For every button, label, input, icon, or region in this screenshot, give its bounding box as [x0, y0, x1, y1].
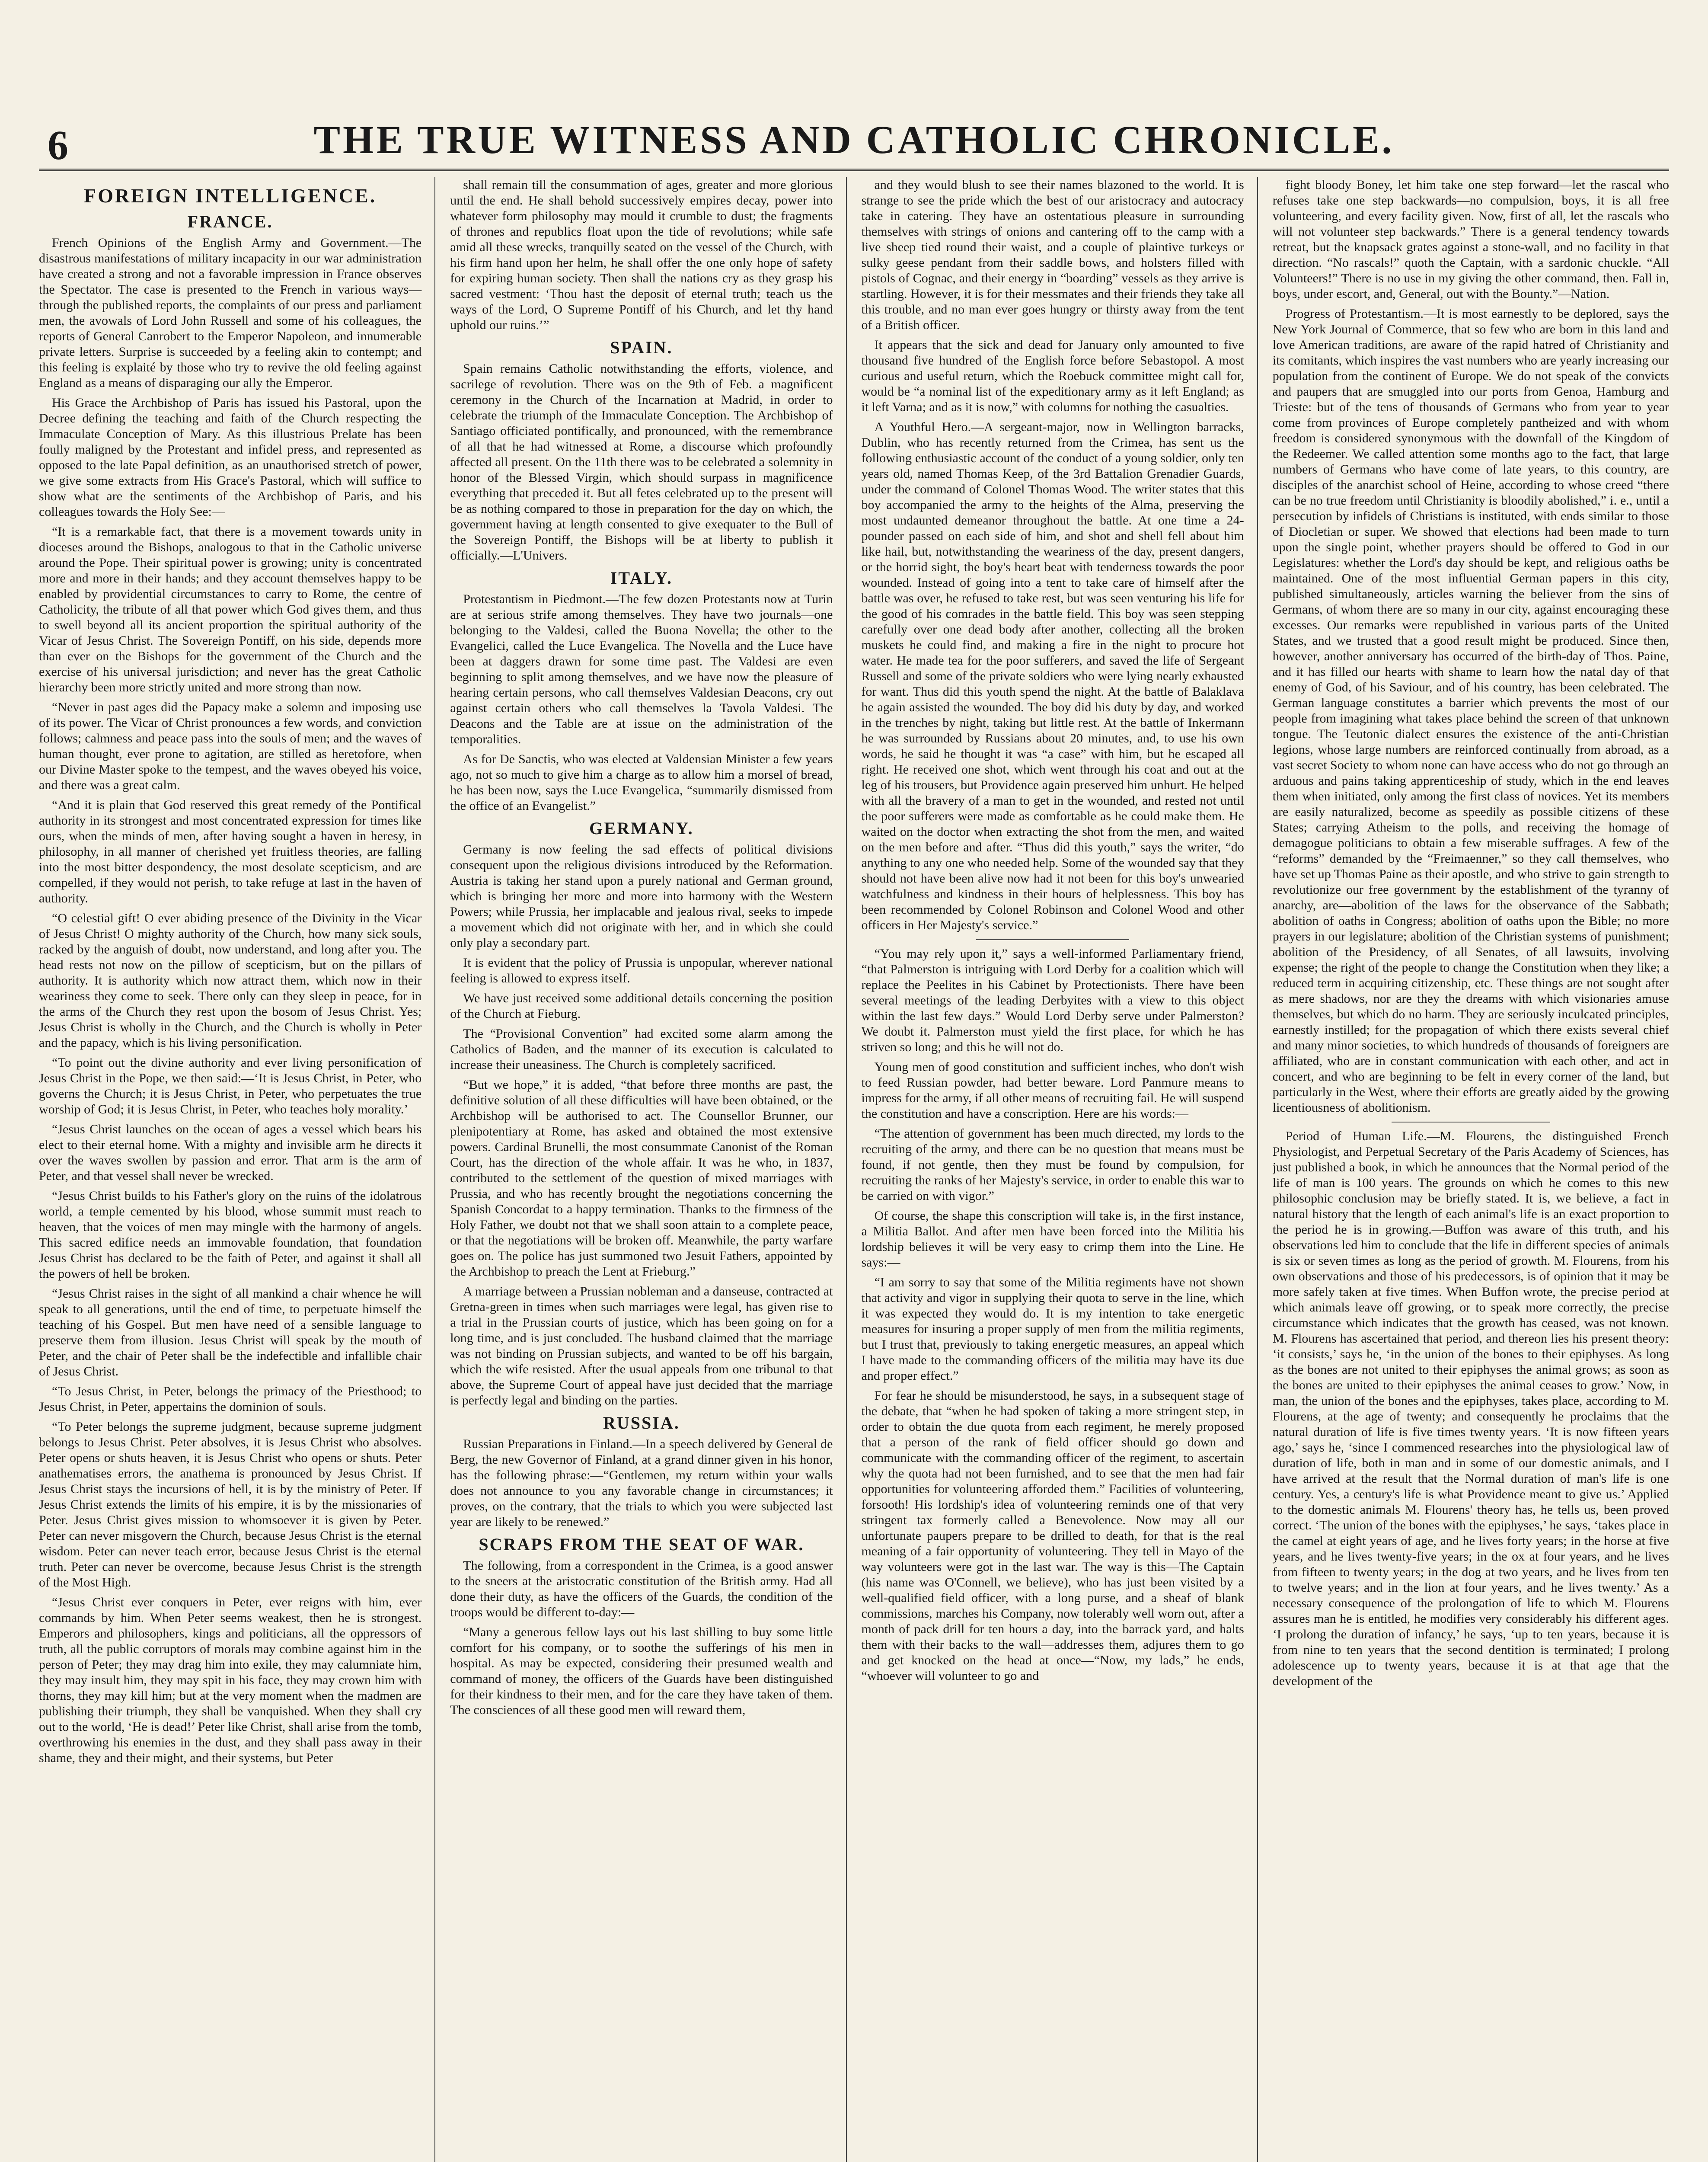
article-paragraph: Protestantism in Piedmont.—The few dozen Protestants now at Turin are at serious strife among themselves. They have two journals—one belonging to the Valdesi, called the Buona Novella; the other to the Evangelici, called the Luce Evangelica. The Novella and the Luce have been at daggers drawn for some time past. The Valdesi are even beginning to split among themselves, and we have now the pleasure of hearing certain persons, who call themselves Valdesian Deacons, cry out against certain others who call themselves la Tavola Valdesi. The Deacons and the Table are at issue on the administration of the temporalities.: [450, 592, 833, 746]
article-paragraph: “Many a generous fellow lays out his last shilling to buy some little comfort for his company, or to soothe the sufferings of his men in hospital. As may be expected, considering their presumed wealth and command of money, the officers of the Guards have been distinguished for their kindness to their men, and for the care they have taken of them. The consciences of all these good men will reward them,: [450, 1625, 833, 1717]
article-paragraph: Germany is now feeling the sad effects of political divisions consequent upon the religious divisions introduced by the Reformation. Austria is taking her stand upon a purely national and German ground, which is bringing her more and more into harmony with the Western Powers; while Prussia, her implacable and jealous rival, seeks to impede a movement which did not originate with her, and in which she could only play a secondary part.: [450, 842, 833, 950]
article-paragraph: It appears that the sick and dead for January only amounted to five thousand five hundred of the English force before Sebastopol. A most curious and useful return, which the Roebuck committee might call for, would be “a nominal list of the expeditionary army as it left England; as it left Varna; and as it is now,” with columns for nothing the casualties.: [861, 338, 1244, 414]
section-heading: FOREIGN INTELLIGENCE.: [84, 185, 377, 207]
article-paragraph: We have just received some additional details concerning the position of the Church at Fieburg.: [450, 991, 833, 1021]
article-paragraph: It is evident that the policy of Prussia is unpopular, wherever national feeling is allowed to express itself.: [450, 956, 833, 985]
article-paragraph: Progress of Protestantism.—It is most earnestly to be deplored, says the New York Journal of Commerce, that so few who are born in this land and love American traditions, are aware of the rapid hatred of Christianity and its comitants, which inspires the vast numbers who are yearly increasing our population from the continent of Europe. We do not speak of the convicts and paupers that are smuggled into our ports from Genoa, Hamburg and Trieste: but of the tens of thousands of Germans who from year to year come from provinces of Europe completely pantheized and with whom freedom is considered synonymous with the downfall of the Kingdom of the Redeemer. We called attention some months ago to the fact, that large numbers of Germans who have come of late years, to this country, are disciples of the anarchist school of Heine, according to whose creed “there can be no true freedom until Christianity is bloodily abolished,” i. e., until a persecution by infidels of Christians is instituted, with ends similar to those of Diocletian or super. We showed that elections had been made to turn upon the single point, whether prayers should be offered to God in our Legislatures: whether the Lord's day should be kept, and religious oaths be maintained. One of the most influential German papers in this city, published simultaneously, articles warning the believer from the sins of Germans, of whom there are so many in our city, against encouraging these excesses. Our remarks were republished in various parts of the United States, and we trusted that a good result might be produced. Since then, however, another anniversary has occurred of the birth-day of Thos. Paine, and it has filled our hearts with shame to learn how the natal day of that enemy of God, of his Saviour, and of his country, has been celebrated. The German language constitutes a barrier which prevents the most of our people from imagining what takes place behind the screen of that unknown tongue. The Teutonic dialect ensures the existence of the anti-Christian legions, whose large numbers are reinforced continually from abroad, as a vast secret Society to whom none can have access who do not go through an arduous and pains taking apprenticeship of study, which in the end leaves them when initiated, only among the first class of novices. Yet its members are easily naturalized, become as speedily as possible citizens of these States; carrying Atheism to the polls, and receiving the homage of demagogue politicians to obtain a few miserable suffrages. A few of the “reforms” demanded by the “Freimaenner,” so they call themselves, who have set up Thomas Paine as their apostle, and who strive to gain strength to revolutionize our free government by the establishment of the tyranny of anarchy, are—abolition of the laws for the observance of the Sabbath; abolition of oaths in Congress; abolition of oaths upon the Bible; no more prayers in our legislature; abolition of the Christian systems of punishment; abolition of the Presidency, of all Senates, of all lawsuits, involving expense; the right of the people to change the Constitution when they like; a reduced term in acquiring citizenship, etc. These things are not sought after as mere shadows, nor are they the dreams with which visionaries amuse themselves, but which do no harm. They are seriously inculcated principles, earnestly instilled; for the propagation of which there exists several chief and many minor societies, to which hundreds of thousands of foreigners are affiliated, who are in constant communication with each other, and act in concert, and who are beginning to be felt in every corner of the land, but particularly in the West, where their efforts are greatly aided by the growing licentiousness of abolitionism.: [1272, 307, 1669, 1115]
article-paragraph: For fear he should be misunderstood, he says, in a subsequent stage of the debate, that “when he had spoken of taking a more stringent step, in order to obtain the due quota from each regiment, he merely proposed that a person of the rank of field officer should go down and communicate with the commanding officer of the regiment, to ascertain why the quota had not been furnished, and to see that the men had fair opportunities for volunteering afforded them.” Facilities of volunteering, forsooth! His lordship's idea of volunteering reminds one of that very stringent tax formerly called a Benevolence. Now may all our unfortunate paupers prepare to be drilled to death, for that is the real meaning of a fair opportunity of volunteering. They tell in Mayo of the way volunteers were got in the last war. The way is this—The Captain (his name was O'Connell, we believe), who has just been visited by a well-qualified field officer, with a long purse, and a sheaf of blank commissions, marches his Company, now tolerably well worn out, after a month of pack drill for ten hours a day, into the barrack yard, and halts them with their backs to the wall—addresses them, adjures them to go and get knocked on the head at once—“Now, my lads,” he ends, “whoever will volunteer to go and: [861, 1388, 1244, 1683]
article-paragraph: “To Peter belongs the supreme judgment, because supreme judgment belongs to Jesus Christ. Peter absolves, it is Jesus Christ who absolves. Peter opens or shuts heaven, it is Jesus Christ who opens or shuts. Peter anathematises errors, the anathema is pronounced by Jesus Christ. If Jesus Christ stays the incursions of hell, it is by the ministry of Peter. If Jesus Christ extends the limits of his empire, it is by the missionaries of Peter. Jesus Christ gives mission to whomsoever it is given by Peter. Peter can never misgovern the Church, because Jesus Christ is the eternal wisdom. Peter can never teach error, because Jesus Christ is the eternal truth. Peter can never be overcome, because Jesus Christ is the strength of the Most High.: [39, 1420, 422, 1590]
article-paragraph: “The attention of government has been much directed, my lords to the recruiting of the army, and there can be no question that means must be found, if not gentle, then they must be found by compulsion, for recruiting the ranks of her Majesty's service, in order to enable this war to be carried on with vigor.”: [861, 1126, 1244, 1203]
article-paragraph: The following, from a correspondent in the Crimea, is a good answer to the sneers at the aristocratic constitution of the British army. Had all done their duty, as have the officers of the Guards, the condition of the troops would be different to-day:—: [450, 1558, 833, 1619]
article-paragraph: Young men of good constitution and sufficient inches, who don't wish to feed Russian powder, had better beware. Lord Panmure means to impress for the army, if all other means of recruiting fail. He will suspend the constitution and have a conscription. Here are his words:—: [861, 1060, 1244, 1121]
article-columns: [39, 177, 1669, 2162]
subsection-heading: RUSSIA.: [603, 1413, 680, 1433]
article-paragraph: “You may rely upon it,” says a well-informed Parliamentary friend, “that Palmerston is intriguing with Lord Derby for a coalition which will replace the Peelites in his Cabinet by Protectionists. There have been several meetings of the leading Derbyites with a view to this object within the last few days.” Would Lord Derby serve under Palmerston? We doubt it. Palmerston must yield the first place, for which he has striven so long; and this he will not do.: [861, 947, 1244, 1054]
divider-rule: [976, 939, 1129, 940]
article-paragraph: “O celestial gift! O ever abiding presence of the Divinity in the Vicar of Jesus Christ! O mighty authority of the Church, how many sick souls, racked by the anguish of doubt, now understand, and long after you. The head rests not now on the pillow of scepticism, but on the pillars of authority. It is authority which now attract them, which now in their weariness they come to seek. There only can they sleep in peace, for in the arms of the Church they rest upon the bosom of Jesus Christ. Yes; Jesus Christ is wholly in the Church, and the Church is wholly in Peter and the papacy, which is his living personification.: [39, 911, 422, 1050]
article-paragraph: A marriage between a Prussian nobleman and a danseuse, contracted at Gretna-green in times when such marriages were legal, has given rise to a trial in the Prussian courts of justice, which has been going on for a long time, and is just concluded. The husband claimed that the marriage was not binding on Prussian subjects, and wanted to be off his bargain, which the wife resisted. After the usual appeals from one tribunal to that above, the Supreme Court of appeal have just decided that the marriage is perfectly legal and binding on the parties.: [450, 1284, 833, 1407]
article-paragraph: As for De Sanctis, who was elected at Valdensian Minister a few years ago, not so much to give him a charge as to allow him a morsel of bread, he has been now, says the Luce Evangelica, “summarily dismissed from the office of an Evangelist.”: [450, 752, 833, 813]
subsection-heading: GERMANY.: [589, 819, 694, 838]
article-paragraph: “But we hope,” it is added, “that before three months are past, the definitive solution of all these difficulties will have been obtained, or the Archbishop will be authorised to act. The Counsellor Brunner, our plenipotentiary at Rome, has asked and obtained the most extensive powers. Cardinal Brunelli, the most consummate Canonist of the Roman Court, has the direction of the whole affair. It was he who, in 1837, contributed to the settlement of the question of mixed marriages with Prussia, and who has recently brought the negotiations concerning the Spanish Concordat to a happy termination. Thanks to the firmness of the Holy Father, we doubt not that we shall soon attain to a complete peace, or that the negotiations will be broken off. Meanwhile, the party warfare goes on. The police has just summoned two Jesuit Fathers, appointed by the Archbishop to preach the Lent at Frieburg.”: [450, 1078, 833, 1279]
article-paragraph: Period of Human Life.—M. Flourens, the distinguished French Physiologist, and Perpetual Secretary of the Paris Academy of Sciences, has just published a book, in which he announces that the Normal period of the life of man is 100 years. The grounds on which he comes to this new philosophic conclusion may be briefly stated. It is, we believe, a fact in natural history that the length of each animal's life is an exact proportion to the period he is in growing.—Buffon was aware of this truth, and his observations led him to conclude that the life in different species of animals is six or seven times as long as the period of growth. M. Flourens, from his own observations and those of his predecessors, is of opinion that it may be more safely taken at five times. When Buffon wrote, the precise period at which animals leave off growing, or to speak more correctly, the precise circumstance which indicates that the growth has ceased, was not known. M. Flourens has ascertained that period, and thereon lies his present theory: ‘it consists,’ says he, ‘in the union of the bones to their epiphyses. As long as the bones are not united to their epiphyses the animal grows; as soon as the bones are united to their epiphyses the animal ceases to grow.’ Now, in man, the union of the bones and the epiphyses, takes place, according to M. Flourens, at the age of twenty; and consequently he proclaims that the natural duration of life is five times twenty years. ‘It is now fifteen years ago,’ says he, ‘since I commenced researches into the physiological law of duration of life, both in man and in some of our domestic animals, and I have arrived at the result that the Normal duration of man's life is one century. Yes, a century's life is what Providence meant to give us.’ Applied to the domestic animals M. Flourens' theory has, he tells us, been proved correct. ‘The union of the bones with the epiphyses,’ he says, ‘takes place in the camel at eight years of age, and he lives forty years; in the horse at five years, and he lives twenty-five years; in the ox at four years, and he lives from fifteen to twenty years; in the dog at two years, and he lives from ten to twelve years; and in the lion at four years, and he lives twenty.’ As a necessary consequence of the prolongation of life to which M. Flourens assures man he is entitled, he modifies very considerably his different ages. ‘I prolong the duration of infancy,’ he says, ‘up to ten years, because it is from nine to ten years that the second dentition is terminated; I prolong adolescence up to twenty years, because it is at that age that the development of the: [1272, 1129, 1669, 1688]
article-paragraph: “It is a remarkable fact, that there is a movement towards unity in dioceses around the Bishops, analogous to that in the Catholic universe around the Pope. Their spiritual power is growing; unity is concentrated more and more in their hands; and they account themselves happy to be enabled by providential circumstances to carry to Rome, the centre of Catholicity, the tribute of all that power which God gives them, and thus to swell beyond all its ancient proportion the spiritual authority of the Vicar of Jesus Christ. The Sovereign Pontiff, on his side, depends more than ever on the Bishops for the government of the Church and the exercise of his universal jurisdiction; and never has the great Catholic hierarchy been more strictly united and more strong than now.: [39, 525, 422, 694]
article-paragraph: “Jesus Christ launches on the ocean of ages a vessel which bears his elect to their eternal home. With a mighty and invisible arm he directs it over the waves swollen by passion and error. That arm is the arm of Peter, and that vessel shall never be wrecked.: [39, 1122, 422, 1183]
subsection-heading: SPAIN.: [610, 338, 673, 357]
masthead: [39, 117, 1669, 171]
article-paragraph: “Never in past ages did the Papacy make a solemn and imposing use of its power. The Vicar of Christ pronounces a few words, and conviction follows; calmness and peace pass into the souls of men; and the waves of human thought, ever prone to agitation, are stilled as heretofore, when our Divine Master spoke to the tempest, and the waves obeyed his voice, and there was a great calm.: [39, 700, 422, 792]
article-paragraph: Russian Preparations in Finland.—In a speech delivered by General de Berg, the new Governor of Finland, at a grand dinner given in his honor, has the following phrase:—“Gentlemen, my return within your walls does not announce to you any favorable change in circumstances; it proves, on the contrary, that the trials to which you were subjected last year are likely to be renewed.”: [450, 1437, 833, 1529]
article-paragraph: “To point out the divine authority and ever living personification of Jesus Christ in the Pope, we then said:—‘It is Jesus Christ, in Peter, who governs the Church; it is Jesus Christ, in Peter, who perpetuates the true worship of God; it is Jesus Christ, in Peter, who teaches holy morality.’: [39, 1055, 422, 1116]
article-paragraph: Spain remains Catholic notwithstanding the efforts, violence, and sacrilege of revolution. There was on the 9th of Feb. a magnificent ceremony in the Church of the Incarnation at Madrid, in order to celebrate the triumph of the Immaculate Conception. The Archbishop of Santiago officiated pontifically, and pronounced, with the remembrance of all that he had witnessed at Rome, a discourse which profoundly affected all present. On the 11th there was to be celebrated a solemnity in honor of the Blessed Virgin, which should surpass in magnificence everything that preceded it. But all fetes celebrated up to the present will be as nothing compared to those in preparation for the day on which, the government having at length consented to give exequater to the Bull of the Sovereign Pontiff, the Bishops will be at liberty to publish it officially.—L'Univers.: [450, 361, 833, 563]
article-paragraph: shall remain till the consummation of ages, greater and more glorious until the end. He shall behold successively empires decay, power into whatever form philosophy may mould it crumble to dust; the fragments of thrones and republics float upon the tide of revolutions; while safe amid all these wrecks, tranquilly seated on the vessel of the Church, with his firm hand upon her helm, he shall offer the one only hope of safety for expiring human society. Then shall the nations cry as they grasp his sacred vestment: ‘Thou hast the deposit of eternal truth; teach us the ways of the Lord, O Supreme Pontiff of his Church, and let thy hand uphold our ruins.’”: [450, 178, 833, 332]
article-paragraph: The “Provisional Convention” had excited some alarm among the Catholics of Baden, and the manner of its execution is calculated to increase their uneasiness. The Church is completely sacrificed.: [450, 1027, 833, 1072]
subsection-heading: SCRAPS FROM THE SEAT OF WAR.: [479, 1535, 805, 1554]
article-paragraph: His Grace the Archbishop of Paris has issued his Pastoral, upon the Decree defining the teaching and faith of the Church respecting the Immaculate Conception of Mary. As this illustrious Prelate has been foully maligned by the Protestant and infidel press, and represented as opposed to the late Papal definition, as an unauthorised stretch of power, we give some extracts from His Grace's Pastoral, which will suffice to show what are the sentiments of the Archbishop of Paris, and his colleagues towards the Holy See:—: [39, 396, 422, 519]
article-paragraph: “Jesus Christ ever conquers in Peter, ever reigns with him, ever commands by him. When Peter seems weakest, then he is strongest. Emperors and philosophers, kings and politicians, all the oppressors of truth, all the public corruptors of morals may combine against him in the person of Peter; they may drag him into exile, they may calumniate him, they may insult him, they may spit in his face, they may crown him with thorns, they may kill him; but at the very moment when the madmen are publishing their triumph, they shall be vanquished. When they shall cry out to the world, ‘He is dead!’ Peter like Christ, shall arise from the tomb, overthrowing his enemies in the dust, and they shall pass away in their shame, they and their might, and their systems, but Peter: [39, 1595, 422, 1765]
article-paragraph: “I am sorry to say that some of the Militia regiments have not shown that activity and vigor in supplying their quota to serve in the line, which it was expected they would do. It is my intention to take energetic measures for insuring a proper supply of men from the militia regiments, but I trust that, previously to taking energetic measures, an appeal which I have made to the commanding officers of the militia may have its due and proper effect.”: [861, 1275, 1244, 1383]
column-1: [39, 177, 435, 2162]
article-paragraph: “To Jesus Christ, in Peter, belongs the primacy of the Priesthood; to Jesus Christ, in Peter, appertains the dominion of souls.: [39, 1384, 422, 1414]
article-paragraph: “Jesus Christ builds to his Father's glory on the ruins of the idolatrous world, a temple cemented by his blood, whose summit must reach to heaven, that the voices of men may mingle with the harmony of angels. This sacred edifice needs an immovable foundation, that foundation Jesus Christ has declared to be the faith of Peter, and against it shall all the powers of hell be broken.: [39, 1189, 422, 1281]
subsection-heading: ITALY.: [610, 568, 673, 588]
column-3: [862, 177, 1258, 2162]
article-paragraph: “And it is plain that God reserved this great remedy of the Pontifical authority in its strongest and most concentrated expression for times like ours, when the minds of men, after having sought a haven in heresy, in philosophy, in all manner of cherished yet fruitless theories, are falling into the most bitter despondency, the most desolate scepticism, and are compelled, if they would not perish, to take refuge at last in the haven of authority.: [39, 798, 422, 905]
article-paragraph: and they would blush to see their names blazoned to the world. It is strange to see the pride which the best of our aristocracy and autocracy take in catering. They have an ostentatious pleasure in surrounding themselves with strings of onions and cantering off to the camp with a live sheep tied round their waist, and a couple of plaintive turkeys or sulky geese pendant from their saddle bows, and holsters filled with pistols of Cognac, and their energy in “boarding” vessels as they arrive is startling. However, it is for their messmates and their friends they take all this trouble, and no man ever goes hungry or thirsty away from the tent of a British officer.: [861, 178, 1244, 332]
newspaper-title: THE TRUE WITNESS AND CATHOLIC CHRONICLE.: [313, 118, 1395, 162]
page-number: 6: [48, 122, 68, 168]
article-paragraph: A Youthful Hero.—A sergeant-major, now in Wellington barracks, Dublin, who has recently returned from the Crimea, has sent us the following enthusiastic account of the conduct of a young soldier, only ten years old, named Thomas Keep, of the 3rd Battalion Grenadier Guards, under the command of Colonel Thomas Wood. The writer states that this boy accompanied the army to the heights of the Alma, preserving the most undaunted demeanor throughout the battle. At one time a 24-pounder passed on each side of him, and shot and shell fell about him like hail, but, notwithstanding the weariness of the day, present dangers, or the horrid sight, the boy's heart beat with tenderness towards the poor wounded. Instead of going into a tent to take care of himself after the battle was over, he refused to take rest, but was seen venturing his life for the good of his comrades in the battle field. This boy was seen stepping carefully over one dead body after another, collecting all the broken muskets he could find, and making a fire in the night to procure hot water. He made tea for the poor sufferers, and saved the life of Sergeant Russell and some of the private soldiers who were lying nearly exhausted for want. Thus did this youth spend the night. At the battle of Balaklava he again assisted the wounded. The boy did his duty by day, and worked in the trenches by night, taking but little rest. At the battle of Inkermann he was surrounded by Russians about 20 minutes, and, to use his own words, he said he thought it was “a case” with him, but he escaped all right. He received one shot, which went through his coat and out at the leg of his trousers, but Providence again preserved him unhurt. He helped with all the bravery of a man to get in the wounded, and rested not until the poor sufferers were made as comfortable as he could make them. He waited on the doctor when extracting the shot from the men, and waited on the men before and after. “Thus did this youth,” says the writer, “do anything to any one who needed help. Some of the wounded say that they should not have been alive now had it not been for this boy's unwearied watchfulness and kindness in their hours of helplessness. This boy has been recommended by Colonel Robinson and Colonel Wood and other officers in Her Majesty's service.”: [861, 420, 1244, 932]
article-paragraph: French Opinions of the English Army and Government.—The disastrous manifestations of military incapacity in our war administration have created a strong and not a favorable impression in France observes the Spectator. The case is presented to the French in various ways—through the published reports, the complaints of our press and parliament men, the avowals of Lord John Russell and some of his colleagues, the reports of General Canrobert to the Emperor Napoleon, and innumerable private letters. Surprise is succeeded by a feeling akin to contempt; and this feeling is explaité by those who try to revive the old feeling against England as a means of disparaging our ally the Emperor.: [39, 236, 422, 390]
article-paragraph: “Jesus Christ raises in the sight of all mankind a chair whence he will speak to all generations, until the end of time, to perpetuate himself the teaching of his Gospel. But men have need of a sensible language to preserve them from illusion. Jesus Christ will speak by the mouth of Peter, and the chair of Peter shall be the indefectible and infallible chair of Jesus Christ.: [39, 1286, 422, 1378]
column-2: [450, 177, 846, 2162]
divider-rule: [1392, 1122, 1550, 1123]
subsection-heading: FRANCE.: [187, 212, 273, 231]
article-paragraph: Of course, the shape this conscription will take is, in the first instance, a Militia Ballot. And after men have been forced into the Militia his lordship believes it will be very easy to crimp them into the Line. He says:—: [861, 1209, 1244, 1270]
article-paragraph: fight bloody Boney, let him take one step forward—let the rascal who refuses take one step backwards—no compulsion, boys, it is all free volunteering, and every facility given. Now, first of all, let the rascals who will not volunteer step backwards.” There is a general tendency towards retreat, but the knapsack grates against a stone-wall, and no facility in that direction. “No rascals!” quoth the Captain, with a sardonic chuckle. “All Volunteers!” There is no use in my giving the other command, then. Fall in, boys, under escort, and, General, out with the Bounty.”—Nation.: [1272, 178, 1669, 301]
column-4: [1273, 177, 1669, 2162]
